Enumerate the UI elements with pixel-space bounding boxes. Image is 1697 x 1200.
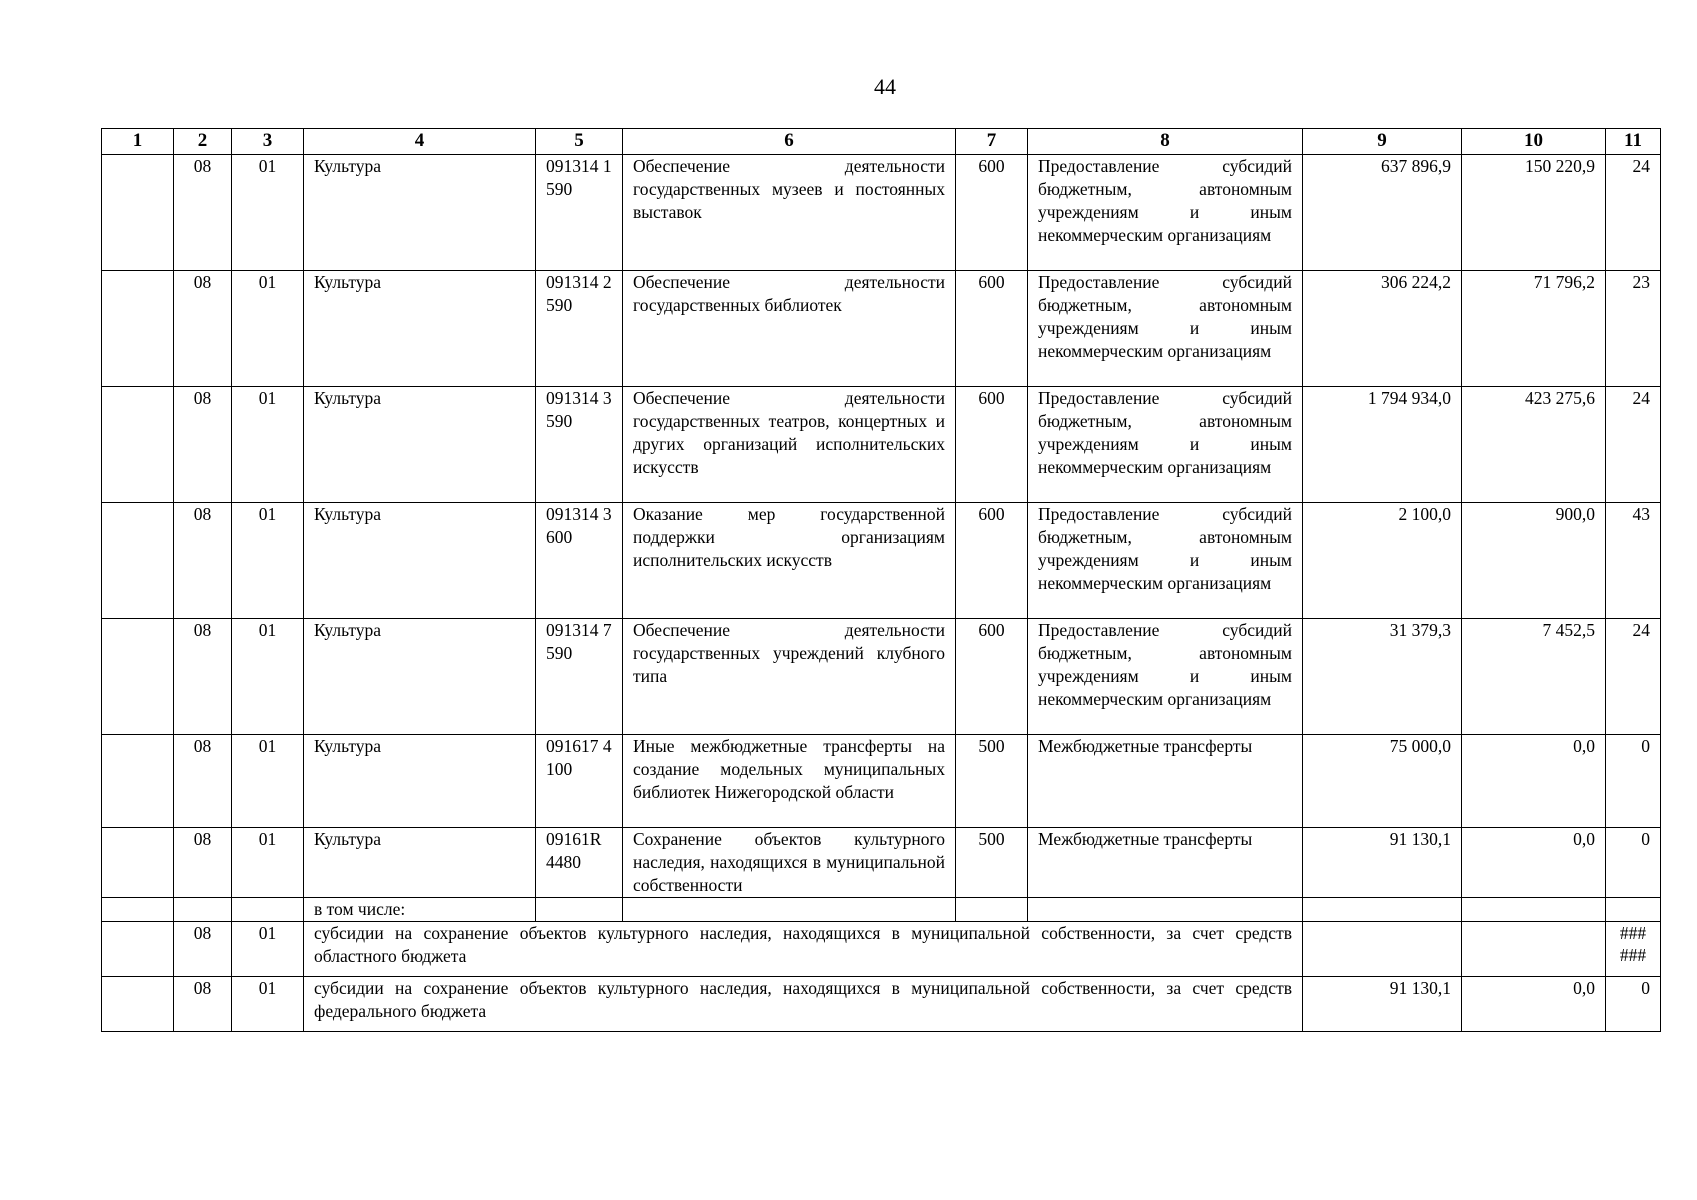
section-cell: 08 bbox=[174, 387, 232, 503]
col1-cell bbox=[102, 619, 174, 735]
executed-cell: 0,0 bbox=[1462, 828, 1606, 898]
section-cell: 08 bbox=[174, 735, 232, 828]
column-header: 8 bbox=[1028, 129, 1303, 155]
col1-cell bbox=[102, 155, 174, 271]
col1-cell bbox=[102, 387, 174, 503]
percent-cell: 23 bbox=[1606, 271, 1661, 387]
target-code-cell bbox=[536, 828, 623, 898]
subsection-cell: 01 bbox=[232, 977, 304, 1032]
section-name-cell: Культура bbox=[304, 271, 536, 387]
col1-cell bbox=[102, 922, 174, 977]
percent-cell: 24 bbox=[1606, 155, 1661, 271]
target-code-cell bbox=[536, 387, 623, 503]
expense-type-cell: 600 bbox=[956, 619, 1028, 735]
target-code-cell bbox=[536, 619, 623, 735]
col1-cell bbox=[102, 271, 174, 387]
section-cell: 08 bbox=[174, 503, 232, 619]
expense-type-cell: 500 bbox=[956, 735, 1028, 828]
section-name-cell: Культура bbox=[304, 155, 536, 271]
table-row bbox=[102, 155, 1661, 271]
amount-cell: 306 224,2 bbox=[1303, 271, 1462, 387]
empty-cell bbox=[1462, 898, 1606, 922]
percent-cell: 0 bbox=[1606, 977, 1661, 1032]
target-code: 091314 3590 bbox=[546, 388, 612, 431]
description-cell: Обеспечение деятельности государственных библиотек bbox=[623, 271, 956, 387]
percent-cell: 43 bbox=[1606, 503, 1661, 619]
expense-type-cell: 600 bbox=[956, 271, 1028, 387]
description-cell: Иные межбюджетные трансферты на создание модельных муниципальных библиотек Нижегородской области bbox=[623, 735, 956, 828]
percent-cell: 24 bbox=[1606, 619, 1661, 735]
amount-cell bbox=[1303, 922, 1462, 977]
description-cell: Обеспечение деятельности государственных учреждений клубного типа bbox=[623, 619, 956, 735]
column-header: 1 bbox=[102, 129, 174, 155]
empty-cell bbox=[232, 898, 304, 922]
subsection-cell: 01 bbox=[232, 619, 304, 735]
subsection-cell: 01 bbox=[232, 387, 304, 503]
empty-cell bbox=[956, 898, 1028, 922]
section-cell: 08 bbox=[174, 828, 232, 898]
col1-cell bbox=[102, 977, 174, 1032]
expense-type-name-cell: Предоставление субсидий бюджетным, автономным учреждениям и иным некоммерческим организациям bbox=[1028, 271, 1303, 387]
executed-cell: 0,0 bbox=[1462, 977, 1606, 1032]
table-row bbox=[102, 387, 1661, 503]
column-header: 3 bbox=[232, 129, 304, 155]
overflow-cell: ### ### bbox=[1606, 922, 1661, 977]
target-code: 091314 7590 bbox=[546, 620, 612, 663]
expense-type-cell: 500 bbox=[956, 828, 1028, 898]
expense-type-name-cell: Предоставление субсидий бюджетным, автономным учреждениям и иным некоммерческим организациям bbox=[1028, 503, 1303, 619]
executed-cell bbox=[1462, 922, 1606, 977]
sub-description-cell: субсидии на сохранение объектов культурного наследия, находящихся в муниципальной собственности, за счет средств областного бюджета bbox=[304, 922, 1303, 977]
subsection-cell: 01 bbox=[232, 735, 304, 828]
including-label: в том числе: bbox=[304, 898, 536, 922]
subsection-cell: 01 bbox=[232, 271, 304, 387]
target-code: 091314 1590 bbox=[546, 156, 612, 199]
amount-cell: 91 130,1 bbox=[1303, 828, 1462, 898]
expense-type-name-cell: Предоставление субсидий бюджетным, автономным учреждениям и иным некоммерческим организациям bbox=[1028, 619, 1303, 735]
col1-cell bbox=[102, 503, 174, 619]
section-cell: 08 bbox=[174, 977, 232, 1032]
page-number: 44 bbox=[874, 74, 896, 99]
percent-cell: 0 bbox=[1606, 828, 1661, 898]
sub-description-cell: субсидии на сохранение объектов культурного наследия, находящихся в муниципальной собственности, за счет средств федерального бюджета bbox=[304, 977, 1303, 1032]
column-header: 7 bbox=[956, 129, 1028, 155]
empty-cell bbox=[1028, 898, 1303, 922]
expense-type-cell: 600 bbox=[956, 387, 1028, 503]
column-header: 11 bbox=[1606, 129, 1661, 155]
column-header: 9 bbox=[1303, 129, 1462, 155]
executed-cell: 423 275,6 bbox=[1462, 387, 1606, 503]
description-cell: Обеспечение деятельности государственных театров, концертных и других организаций исполнительских искусств bbox=[623, 387, 956, 503]
empty-cell bbox=[1303, 898, 1462, 922]
percent-cell: 0 bbox=[1606, 735, 1661, 828]
amount-cell: 31 379,3 bbox=[1303, 619, 1462, 735]
target-code: 091314 3600 bbox=[546, 504, 612, 547]
target-code: 09161R 4480 bbox=[546, 829, 602, 872]
amount-cell: 637 896,9 bbox=[1303, 155, 1462, 271]
section-name-cell: Культура bbox=[304, 828, 536, 898]
table-row bbox=[102, 619, 1661, 735]
expense-type-cell: 600 bbox=[956, 503, 1028, 619]
description-cell: Обеспечение деятельности государственных музеев и постоянных выставок bbox=[623, 155, 956, 271]
table-row bbox=[102, 828, 1661, 898]
section-name-cell: Культура bbox=[304, 619, 536, 735]
expense-type-name-cell: Предоставление субсидий бюджетным, автономным учреждениям и иным некоммерческим организациям bbox=[1028, 387, 1303, 503]
executed-cell: 900,0 bbox=[1462, 503, 1606, 619]
target-code-cell bbox=[536, 503, 623, 619]
sub-row bbox=[102, 922, 1661, 977]
column-header: 4 bbox=[304, 129, 536, 155]
amount-cell: 2 100,0 bbox=[1303, 503, 1462, 619]
empty-cell bbox=[174, 898, 232, 922]
expense-type-name-cell: Межбюджетные трансферты bbox=[1028, 828, 1303, 898]
target-code-cell bbox=[536, 155, 623, 271]
target-code: 091617 4100 bbox=[546, 736, 612, 779]
executed-cell: 150 220,9 bbox=[1462, 155, 1606, 271]
amount-cell: 75 000,0 bbox=[1303, 735, 1462, 828]
section-name-cell: Культура bbox=[304, 387, 536, 503]
section-cell: 08 bbox=[174, 619, 232, 735]
column-header: 6 bbox=[623, 129, 956, 155]
column-header: 10 bbox=[1462, 129, 1606, 155]
col1-cell bbox=[102, 735, 174, 828]
expense-type-name-cell: Предоставление субсидий бюджетным, автономным учреждениям и иным некоммерческим организациям bbox=[1028, 155, 1303, 271]
empty-cell bbox=[536, 898, 623, 922]
column-header: 2 bbox=[174, 129, 232, 155]
budget-table bbox=[101, 128, 1661, 1032]
including-row bbox=[102, 898, 1661, 922]
table-row bbox=[102, 503, 1661, 619]
section-cell: 08 bbox=[174, 271, 232, 387]
expense-type-name-cell: Межбюджетные трансферты bbox=[1028, 735, 1303, 828]
empty-cell bbox=[623, 898, 956, 922]
section-name-cell: Культура bbox=[304, 735, 536, 828]
percent-cell: 24 bbox=[1606, 387, 1661, 503]
subsection-cell: 01 bbox=[232, 503, 304, 619]
target-code-cell bbox=[536, 271, 623, 387]
target-code: 091314 2590 bbox=[546, 272, 612, 315]
expense-type-cell: 600 bbox=[956, 155, 1028, 271]
section-name-cell: Культура bbox=[304, 503, 536, 619]
subsection-cell: 01 bbox=[232, 922, 304, 977]
section-cell: 08 bbox=[174, 922, 232, 977]
empty-cell bbox=[102, 898, 174, 922]
section-cell: 08 bbox=[174, 155, 232, 271]
description-cell: Сохранение объектов культурного наследия, находящихся в муниципальной собственности bbox=[623, 828, 956, 898]
executed-cell: 71 796,2 bbox=[1462, 271, 1606, 387]
amount-cell: 91 130,1 bbox=[1303, 977, 1462, 1032]
empty-cell bbox=[1606, 898, 1661, 922]
subsection-cell: 01 bbox=[232, 155, 304, 271]
description-cell: Оказание мер государственной поддержки организациям исполнительских искусств bbox=[623, 503, 956, 619]
amount-cell: 1 794 934,0 bbox=[1303, 387, 1462, 503]
table-row bbox=[102, 735, 1661, 828]
col1-cell bbox=[102, 828, 174, 898]
target-code-cell bbox=[536, 735, 623, 828]
column-number-row bbox=[102, 129, 1661, 155]
sub-row bbox=[102, 977, 1661, 1032]
subsection-cell: 01 bbox=[232, 828, 304, 898]
executed-cell: 7 452,5 bbox=[1462, 619, 1606, 735]
executed-cell: 0,0 bbox=[1462, 735, 1606, 828]
table-row bbox=[102, 271, 1661, 387]
column-header: 5 bbox=[536, 129, 623, 155]
